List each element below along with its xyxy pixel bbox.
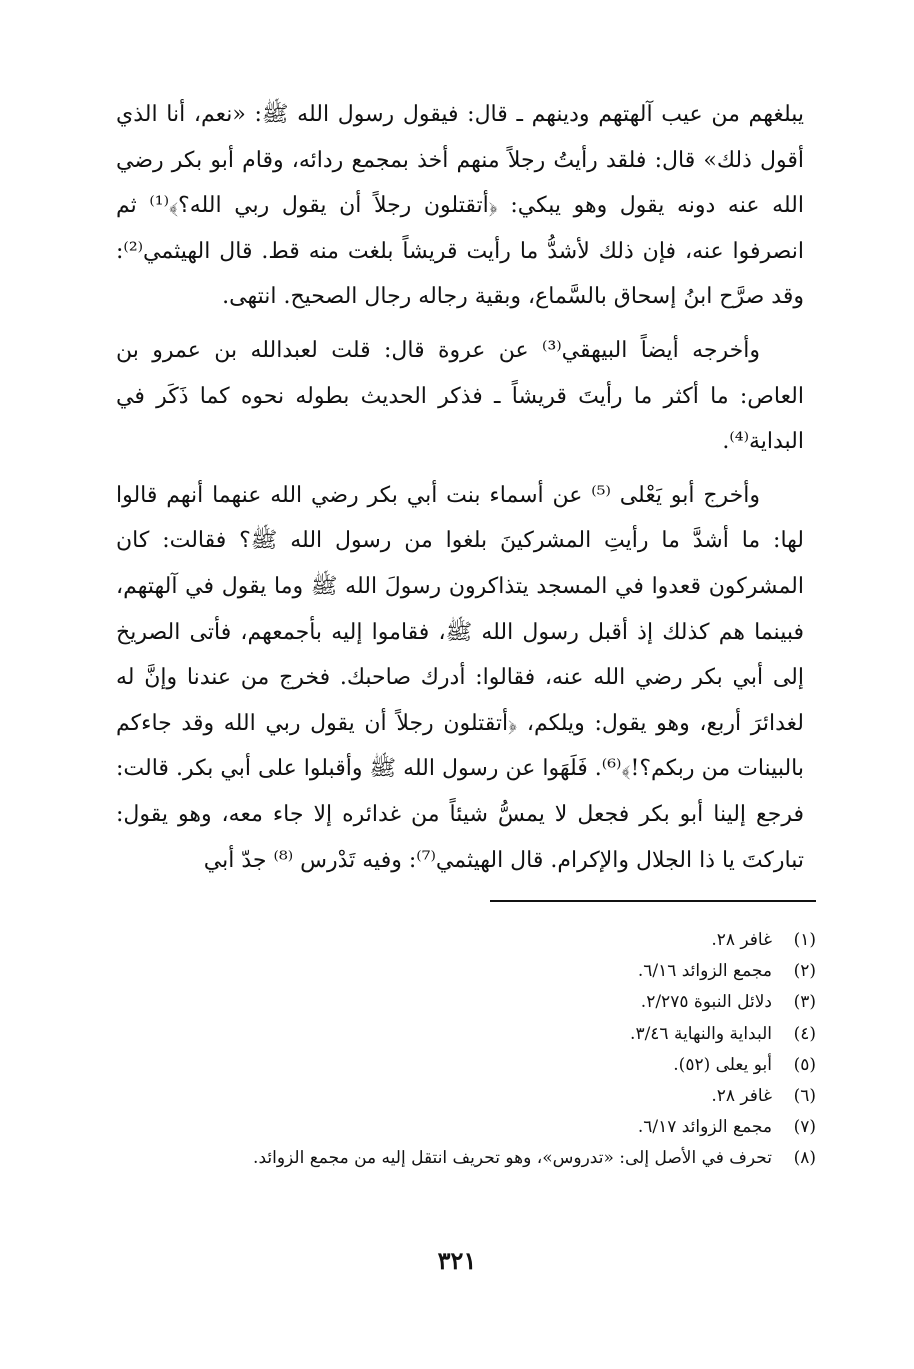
footnote-text: مجمع الزوائد ٦/١٦. bbox=[637, 961, 772, 982]
footnote-text: أبو يعلى (٥٢). bbox=[673, 1054, 772, 1075]
footnote-text: غافر ٢٨. bbox=[711, 930, 772, 950]
footnote-item bbox=[116, 1019, 816, 1050]
footnote-number: (٨) bbox=[793, 1148, 816, 1169]
footnote-number: (٦) bbox=[793, 1086, 816, 1107]
paragraph-1: يبلغهم من عيب آلهتهم ودينهم ـ قال: فيقول رسول الله ﷺ: «نعم، أنا الذي أقول ذلك» قال: فلقد رأيتُ رجلاً منهم أخذ بمجمع ردائه، وقام أبو بكر رضي الله عنه دونه يقول وهو يبكي: ﴿أتقتلون رجلاً أن يقول ربي الله؟﴾⁽¹⁾ ثم انصرفوا عنه، فإن ذلك لأشدُّ ما رأيت قريشاً بلغت منه قط. قال الهيثمي⁽²⁾: وقد صرَّح ابنُ إسحاق بالسَّماع، وبقية رجاله رجال الصحيح. انتهى. bbox=[116, 102, 804, 310]
footnote-text: غافر ٢٨. bbox=[711, 1086, 772, 1107]
footnote-number: (٢) bbox=[793, 961, 816, 982]
footnote-item bbox=[116, 1143, 816, 1174]
footnote-number: (٧) bbox=[793, 1117, 816, 1138]
page-number: ٣٢١ bbox=[437, 1246, 477, 1275]
footnote-text: دلائل النبوة ٢/٢٧٥. bbox=[640, 992, 772, 1013]
footnote-item bbox=[116, 1050, 816, 1081]
footnote-number: (٥) bbox=[793, 1054, 816, 1075]
footnotes-list bbox=[116, 925, 816, 1175]
footnote-number: (٣) bbox=[793, 992, 816, 1013]
footnote-item bbox=[116, 956, 816, 987]
main-text bbox=[116, 92, 804, 883]
footnote-number: (٤) bbox=[793, 1023, 816, 1044]
footnote-item bbox=[116, 925, 816, 956]
footnote-number: (١) bbox=[793, 930, 816, 950]
footnote-item bbox=[116, 1081, 816, 1112]
footnote-item bbox=[116, 987, 816, 1018]
footnote-text: البداية والنهاية ٣/٤٦. bbox=[630, 1023, 772, 1044]
footnote-separator bbox=[490, 900, 816, 902]
footnote-item bbox=[116, 1112, 816, 1143]
paragraph-3: وأخرج أبو يَعْلى ⁽⁵⁾ عن أسماء بنت أبي بكر رضي الله عنهما أنهم قالوا لها: ما أشدَّ ما رأيتِ المشركينَ بلغوا من رسول الله ﷺ؟ فقالت: كان المشركون قعدوا في المسجد يتذاكرون رسولَ الله ﷺ وما يقول في آلهتهم، فبينما هم كذلك إذ أقبل رسول الله ﷺ، فقاموا إليه بأجمعهم، فأتى الصريخ إلى أبي بكر رضي الله عنه، فقالوا: أدرك صاحبك. فخرج من عندنا وإنَّ له لغدائرَ أربع، وهو يقول: ويلكم، ﴿أتقتلون رجلاً أن يقول ربي الله وقد جاءكم بالبينات من ربكم؟!﴾⁽⁶⁾. فَلَهَوا عن رسول الله ﷺ وأقبلوا على أبي بكر. قالت: فرجع إلينا أبو بكر فجعل لا يمسُّ شيئاً من غدائره إلا جاء معه، وهو يقول: تباركتَ يا ذا الجلال والإكرام. قال الهيثمي⁽⁷⁾: وفيه تَدْرس ⁽⁸⁾ جدّ أبي bbox=[116, 482, 804, 873]
footnote-text: مجمع الزوائد ٦/١٧. bbox=[637, 1117, 772, 1138]
footnote-text: تحرف في الأصل إلى: «تدروس»، وهو تحريف انتقل إليه من مجمع الزوائد. bbox=[253, 1148, 772, 1169]
paragraph-2: وأخرجه أيضاً البيهقي⁽³⁾ عن عروة قال: قلت لعبدالله بن عمرو بن العاص: ما أكثر ما رأيتَ قريشاً ـ فذكر الحديث بطوله نحوه كما ذَكَر في البداية⁽⁴⁾. bbox=[116, 337, 804, 455]
